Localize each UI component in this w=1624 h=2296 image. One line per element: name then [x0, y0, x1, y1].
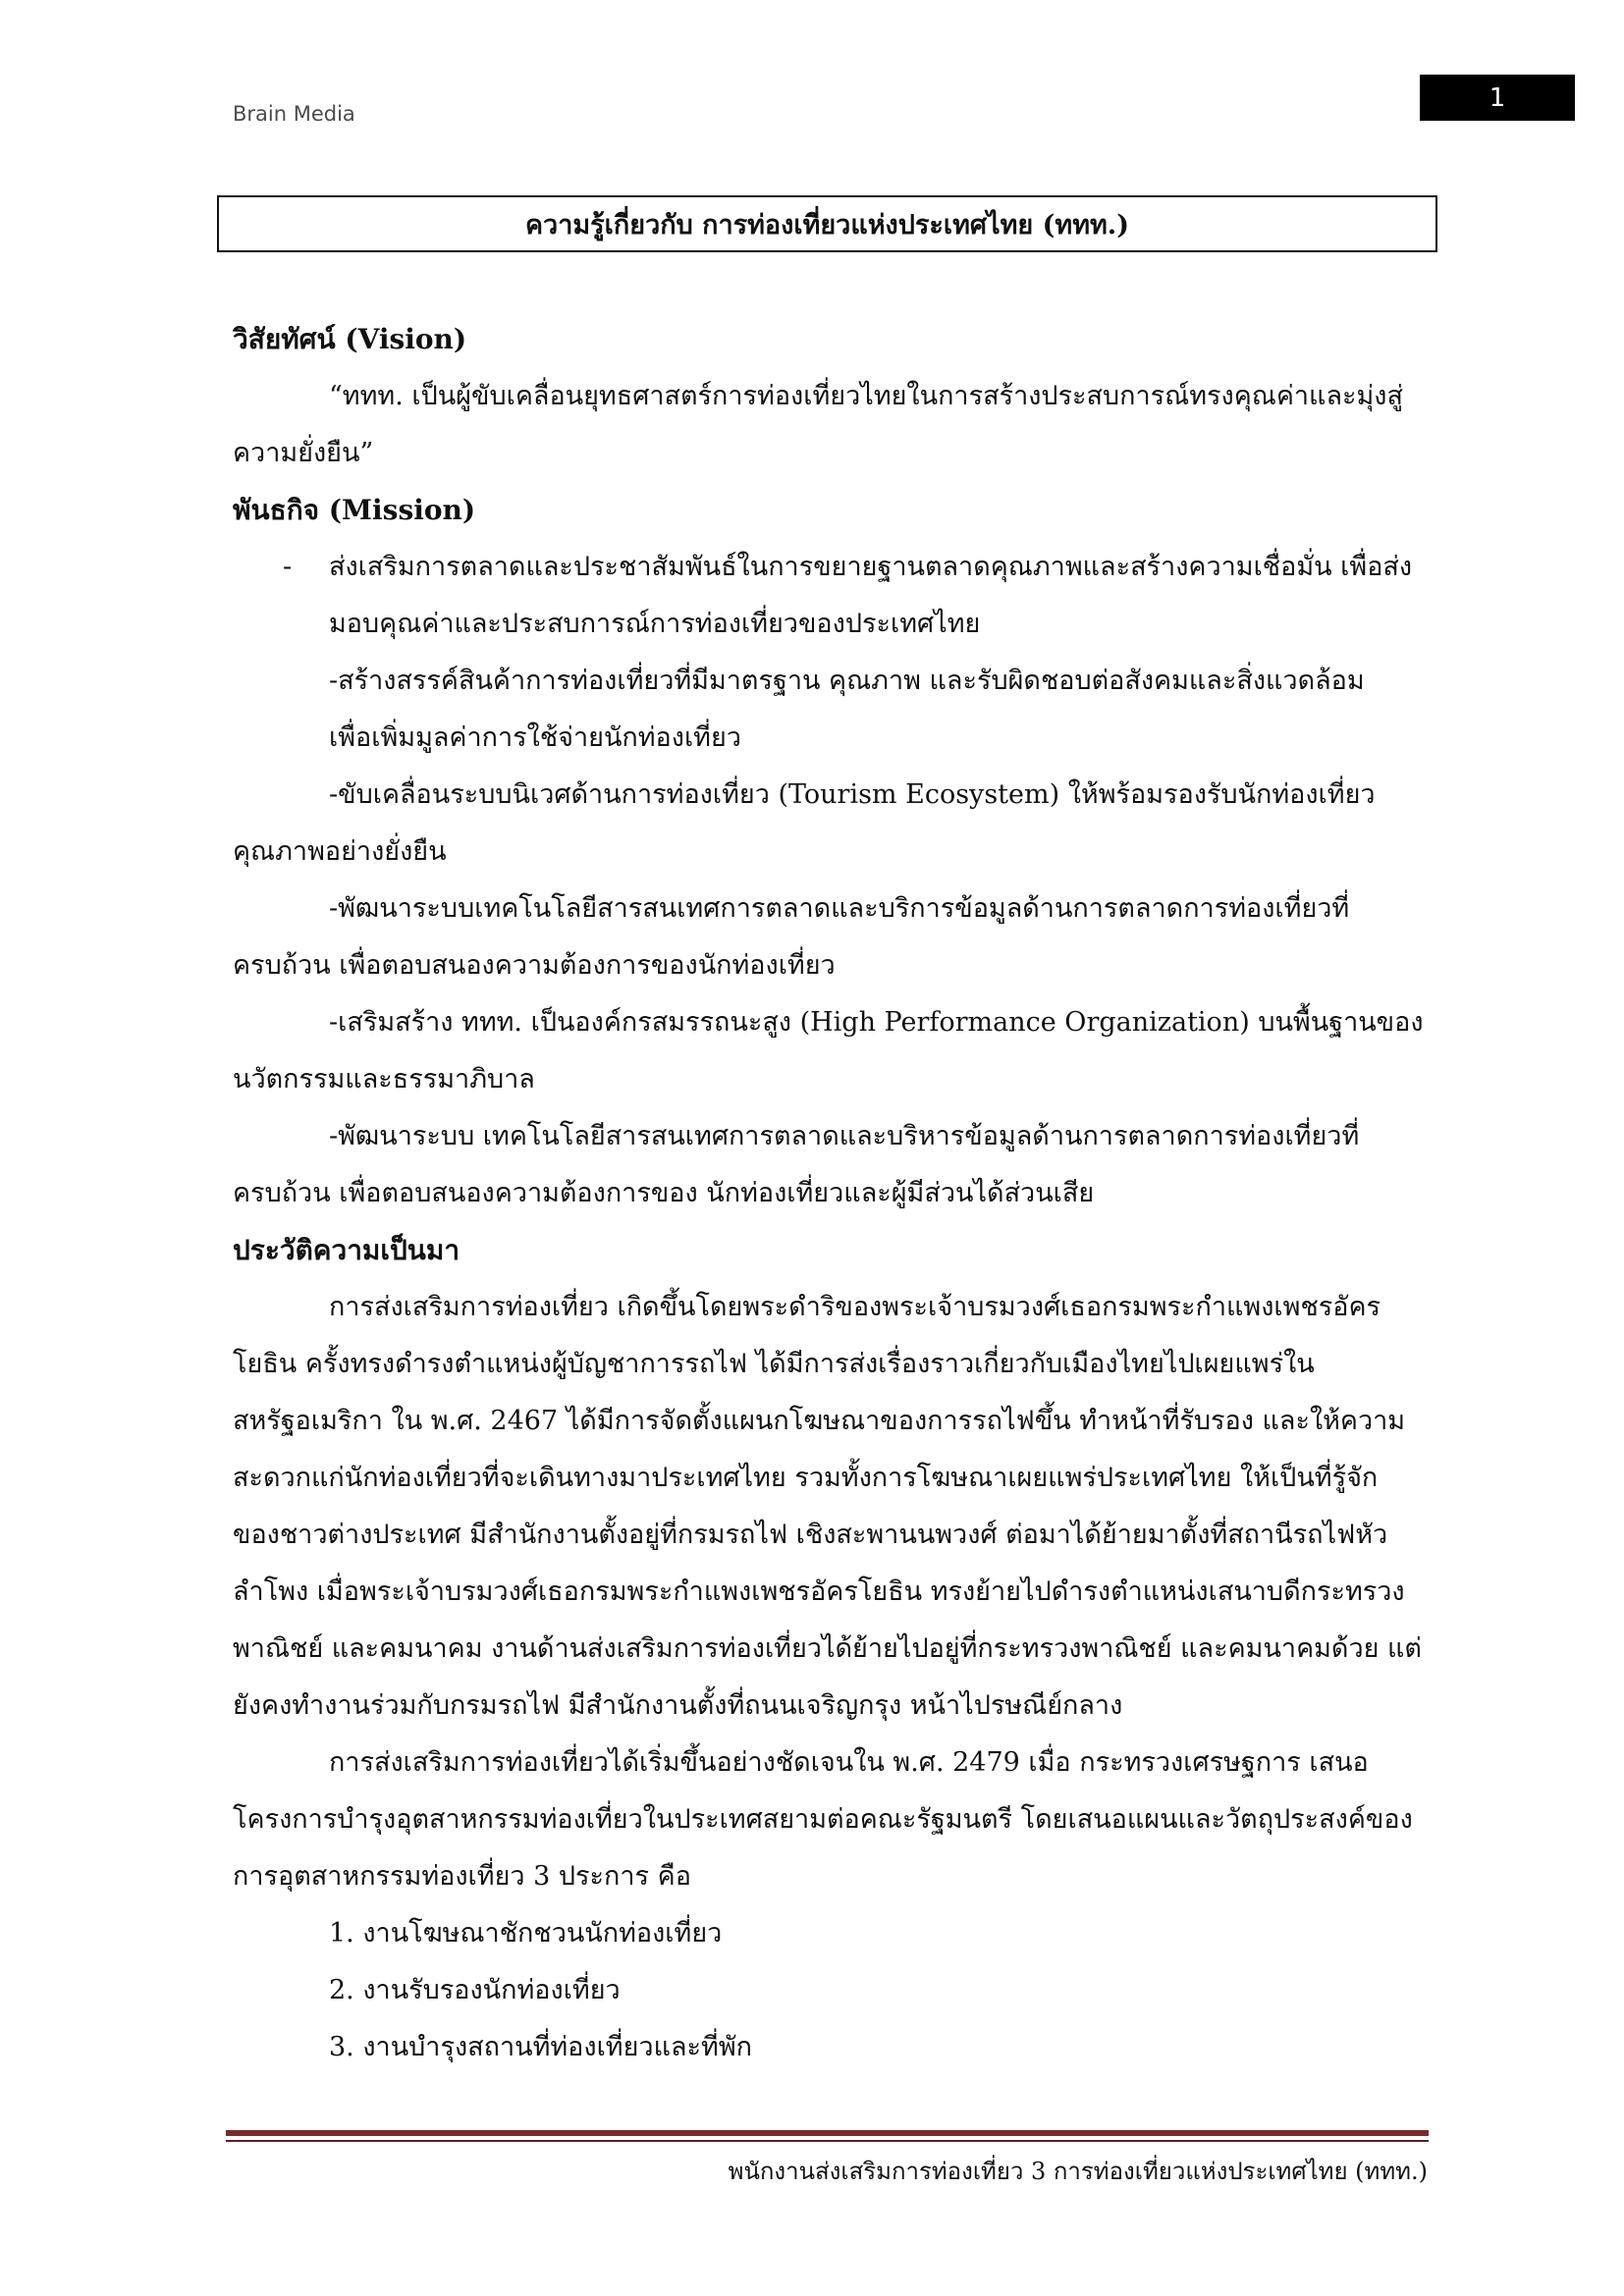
history-paragraph-line: การอุตสาหกรรมท่องเที่ยว 3 ประการ คือ: [233, 1861, 691, 1892]
bullet-dash: -: [283, 552, 293, 582]
mission-item-line: -ขับเคลื่อนระบบนิเวศด้านการท่องเที่ยว (Tourism Ecosystem) ให้พร้อมรองรับนักท่องเที่ยว: [329, 779, 1376, 810]
history-list-item: 3. งานบำรุงสถานที่ท่องเที่ยวและที่พัก: [329, 2032, 752, 2062]
history-paragraph-line: โยธิน ครั้งทรงดำรงตำแหน่งผู้บัญชาการรถไฟ ได้มีการส่งเรื่องราวเกี่ยวกับเมืองไทยไปเผยแพร่ใน: [233, 1349, 1315, 1379]
history-paragraph-line: การส่งเสริมการท่องเที่ยวได้เริ่มขึ้นอย่างชัดเจนใน พ.ศ. 2479 เมื่อ กระทรวงเศรษฐการ เสนอ: [329, 1747, 1369, 1778]
history-paragraph-line: ลำโพง เมื่อพระเจ้าบรมวงศ์เธอกรมพระกำแพงเพชรอัครโยธิน ทรงย้ายไปดำรงตำแหน่งเสนาบดีกระทรวง: [233, 1576, 1405, 1607]
mission-item-line: -พัฒนาระบบ เทคโนโลยีสารสนเทศการตลาดและบริหารข้อมูลด้านการตลาดการท่องเที่ยวที่: [329, 1121, 1360, 1151]
history-paragraph-line: พาณิชย์ และคมนาคม งานด้านส่งเสริมการท่องเที่ยวได้ย้ายไปอยู่ที่กระทรวงพาณิชย์ และคมนาคมด้วย แต่: [233, 1633, 1422, 1664]
history-paragraph-line: การส่งเสริมการท่องเที่ยว เกิดขึ้นโดยพระดำริของพระเจ้าบรมวงศ์เธอกรมพระกำแพงเพชรอัคร: [329, 1292, 1381, 1322]
history-paragraph-line: ยังคงทำงานร่วมกับกรมรถไฟ มีสำนักงานตั้งที่ถนนเจริญกรุง หน้าไปรษณีย์กลาง: [233, 1690, 1123, 1721]
mission-heading: พันธกิจ (Mission): [233, 494, 476, 526]
history-paragraph-line: ของชาวต่างประเทศ มีสำนักงานตั้งอยู่ที่กรมรถไฟ เชิงสะพานนพวงศ์ ต่อมาได้ย้ายมาตั้งที่สถานีรถไฟหัว: [233, 1520, 1388, 1550]
page-number: 1: [1420, 75, 1575, 121]
document-title: ความรู้เกี่ยวกับ การท่องเที่ยวแห่งประเทศไทย (ททท.): [217, 195, 1437, 252]
vision-heading: วิสัยทัศน์ (Vision): [233, 323, 467, 355]
mission-item-line: -พัฒนาระบบเทคโนโลยีสารสนเทศการตลาดและบริการข้อมูลด้านการตลาดการท่องเที่ยวที่: [329, 893, 1350, 924]
vision-text-line: ความยั่งยืน”: [233, 438, 374, 468]
history-list-item: 1. งานโฆษณาชักชวนนักท่องเที่ยว: [329, 1918, 723, 1949]
mission-item-line: มอบคุณค่าและประสบการณ์การท่องเที่ยวของประเทศไทย: [329, 609, 981, 639]
mission-item-line: เพื่อเพิ่มมูลค่าการใช้จ่ายนักท่องเที่ยว: [329, 722, 741, 753]
history-heading: ประวัติความเป็นมา: [233, 1234, 460, 1266]
vision-text-line: “ททท. เป็นผู้ขับเคลื่อนยุทธศาสตร์การท่องเที่ยวไทยในการสร้างประสบการณ์ทรงคุณค่าและมุ่งสู่: [329, 381, 1403, 411]
mission-item-line: -เสริมสร้าง ททท. เป็นองค์กรสมรรถนะสูง (High Performance Organization) บนพื้นฐานของ: [329, 1007, 1424, 1038]
history-paragraph-line: โครงการบำรุงอุตสาหกรรมท่องเที่ยวในประเทศสยามต่อคณะรัฐมนตรี โดยเสนอแผนและวัตถุประสงค์ของ: [233, 1804, 1413, 1835]
brand-name: Brain Media: [233, 102, 355, 126]
mission-item-line: ครบถ้วน เพื่อตอบสนองความต้องการของนักท่องเที่ยว: [233, 950, 836, 981]
footer-text: พนักงานส่งเสริมการท่องเที่ยว 3 การท่องเที่ยวแห่งประเทศไทย (ททท.): [728, 2158, 1428, 2185]
mission-item-line: ส่งเสริมการตลาดและประชาสัมพันธ์ในการขยายฐานตลาดคุณภาพและสร้างความเชื่อมั่น เพื่อส่ง: [329, 552, 1413, 582]
mission-item-line: นวัตกรรมและธรรมาภิบาล: [233, 1064, 535, 1095]
mission-item-line: -สร้างสรรค์สินค้าการท่องเที่ยวที่มีมาตรฐาน คุณภาพ และรับผิดชอบต่อสังคมและสิ่งแวดล้อม: [329, 666, 1365, 696]
history-paragraph-line: สหรัฐอเมริกา ใน พ.ศ. 2467 ได้มีการจัดตั้งแผนกโฆษณาของการรถไฟขึ้น ทำหน้าที่รับรอง และให้ความ: [233, 1406, 1406, 1436]
mission-item-line: คุณภาพอย่างยั่งยืน: [233, 836, 447, 867]
history-list-item: 2. งานรับรองนักท่องเที่ยว: [329, 1975, 621, 2005]
mission-item-line: ครบถ้วน เพื่อตอบสนองความต้องการของ นักท่องเที่ยวและผู้มีส่วนได้ส่วนเสีย: [233, 1178, 1095, 1208]
footer-divider-thin: [226, 2140, 1429, 2142]
footer-divider: [226, 2130, 1429, 2136]
history-paragraph-line: สะดวกแก่นักท่องเที่ยวที่จะเดินทางมาประเทศไทย รวมทั้งการโฆษณาเผยแพร่ประเทศไทย ให้เป็นที่รู้จัก: [233, 1463, 1379, 1493]
